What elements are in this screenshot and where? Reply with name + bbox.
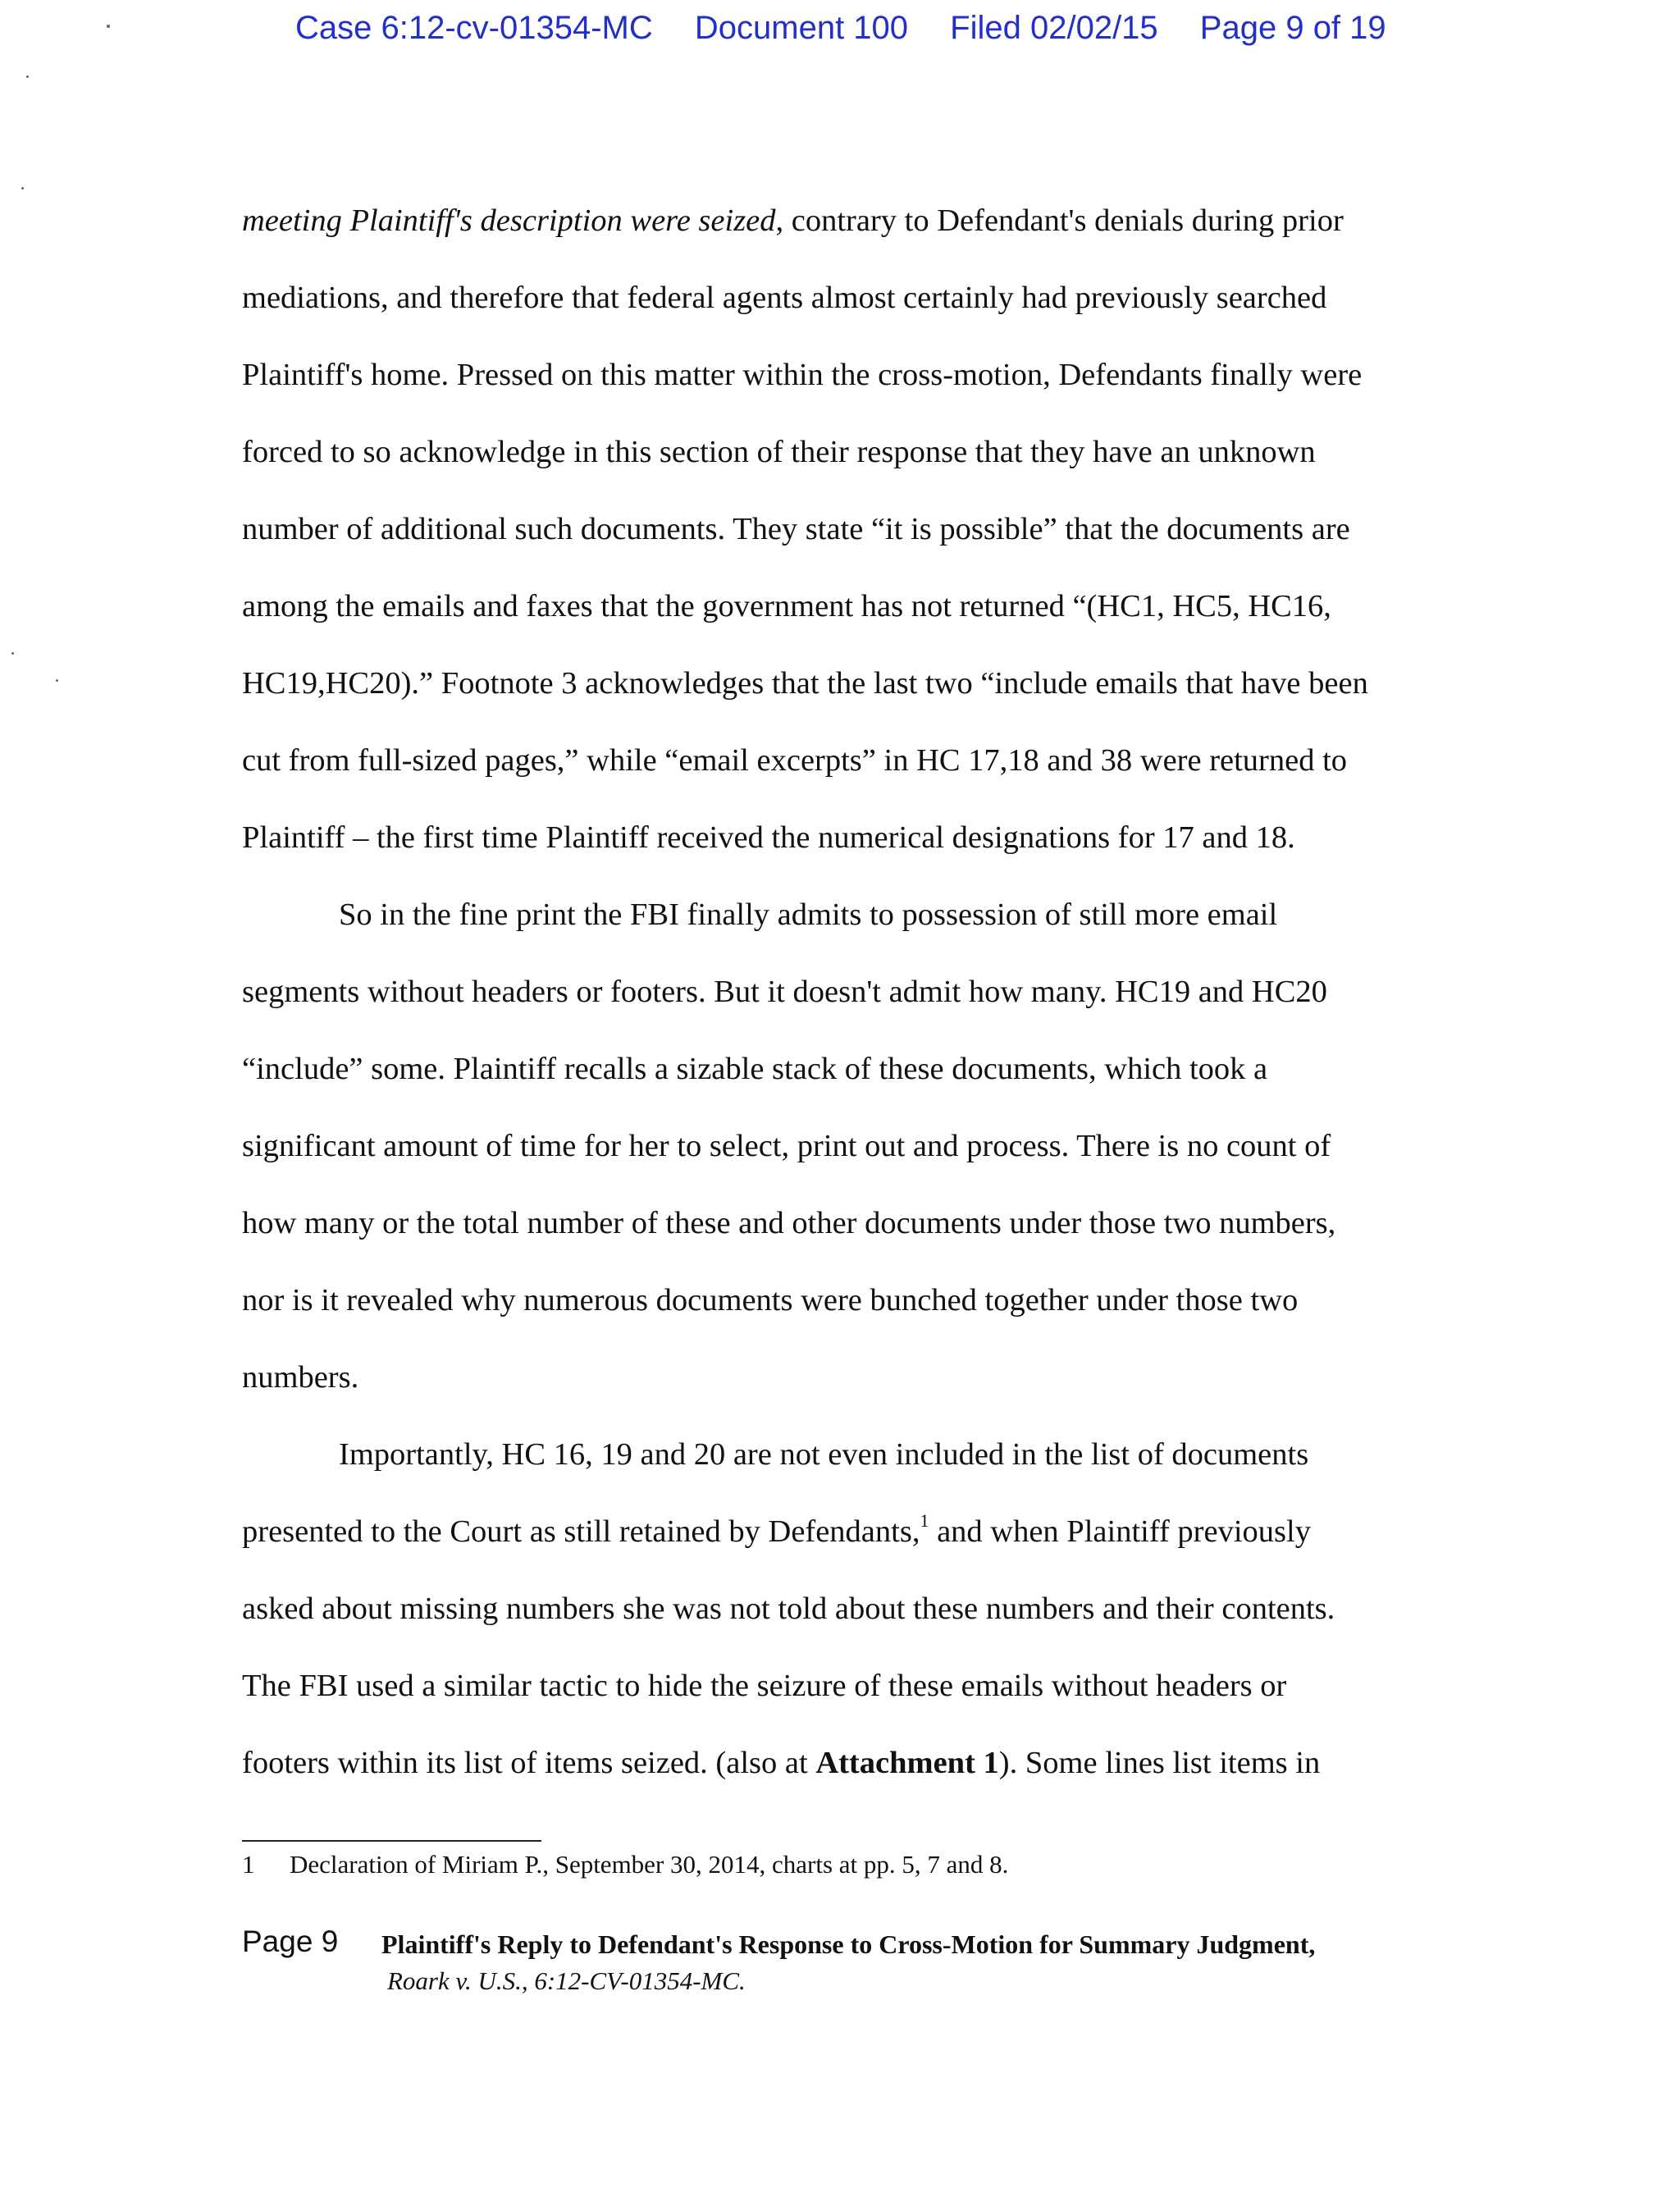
paragraph-3: [242, 1416, 1448, 1801]
text-line: The FBI used a similar tactic to hide the seizure of these emails without headers or: [242, 1669, 1287, 1703]
scan-speck: [21, 187, 24, 190]
footer-citation: Roark v. U.S., 6:12-CV-01354-MC.: [387, 1966, 746, 1995]
text-line: Importantly, HC 16, 19 and 20 are not even included in the list of documents: [339, 1437, 1309, 1472]
scan-speck: [26, 75, 29, 78]
scan-speck: [56, 679, 58, 682]
text-line: numbers.: [242, 1360, 359, 1395]
scan-speck: [107, 25, 110, 28]
text-segment: ). Some lines list items in: [998, 1746, 1321, 1780]
text-line: “include” some. Plaintiff recalls a sizable stack of these documents, which took a: [242, 1052, 1268, 1086]
text-segment: presented to the Court as still retained by Defendants,: [242, 1514, 920, 1549]
text-line: asked about missing numbers she was not told about these numbers and their contents.: [242, 1591, 1335, 1626]
footnote-text: Declaration of Miriam P., September 30, 2014, charts at pp. 5, 7 and 8.: [290, 1850, 1009, 1879]
paragraph-1: [242, 182, 1448, 876]
text-line: cut from full-sized pages,” while “email excerpts” in HC 17,18 and 38 were returned to: [242, 743, 1348, 778]
text-segment: and when Plaintiff previously: [929, 1514, 1311, 1549]
document-number: Document 100: [694, 10, 909, 46]
text-line: Plaintiff's home. Pressed on this matter within the cross-motion, Defendants finally were: [242, 358, 1363, 392]
italic-phrase: meeting Plaintiff's description were seized: [242, 203, 776, 238]
footnote: [242, 1850, 1390, 1879]
text-segment: , contrary to Defendant's denials during prior: [775, 203, 1344, 238]
text-line: So in the fine print the FBI finally admits to possession of still more email: [339, 897, 1278, 932]
text-line: number of additional such documents. They state “it is possible” that the documents are: [242, 512, 1350, 546]
text-line: Plaintiff – the first time Plaintiff received the numerical designations for 17 and 18.: [242, 820, 1295, 855]
filed-date: Filed 02/02/15: [950, 10, 1158, 46]
footer-title: Plaintiff's Reply to Defendant's Response to Cross-Motion for Summary Judgment,: [381, 1929, 1316, 1959]
footnote-reference[interactable]: 1: [920, 1510, 929, 1531]
page-count: Page 9 of 19: [1199, 10, 1386, 46]
text-line: HC19,HC20).” Footnote 3 acknowledges that the last two “include emails that have been: [242, 666, 1368, 701]
text-line: mediations, and therefore that federal agents almost certainly had previously searched: [242, 281, 1327, 315]
text-line: [242, 182, 1448, 259]
text-line: forced to so acknowledge in this section of their response that they have an unknown: [242, 435, 1316, 469]
text-line: nor is it revealed why numerous documents were bunched together under those two: [242, 1283, 1299, 1317]
text-line: significant amount of time for her to select, print out and process. There is no count of: [242, 1129, 1331, 1163]
attachment-reference: Attachment 1: [815, 1746, 999, 1780]
text-segment: footers within its list of items seized. (also at: [242, 1746, 816, 1780]
text-line: [242, 1724, 1448, 1801]
text-line: how many or the total number of these and other documents under those two numbers,: [242, 1206, 1336, 1240]
footer-page-label: Page 9: [242, 1925, 339, 1958]
court-filing-stamp: [295, 10, 1444, 47]
footnote-number: 1: [242, 1850, 255, 1879]
text-line: segments without headers or footers. But it doesn't admit how many. HC19 and HC20: [242, 975, 1327, 1009]
text-line: [242, 1493, 1448, 1570]
scan-speck: [11, 652, 14, 655]
paragraph-2: [242, 876, 1448, 1416]
text-line: among the emails and faxes that the government has not returned “(HC1, HC5, HC16,: [242, 589, 1331, 623]
body-text: [242, 182, 1448, 1801]
footnote-divider: [242, 1840, 541, 1842]
case-number: Case 6:12-cv-01354-MC: [295, 10, 653, 46]
